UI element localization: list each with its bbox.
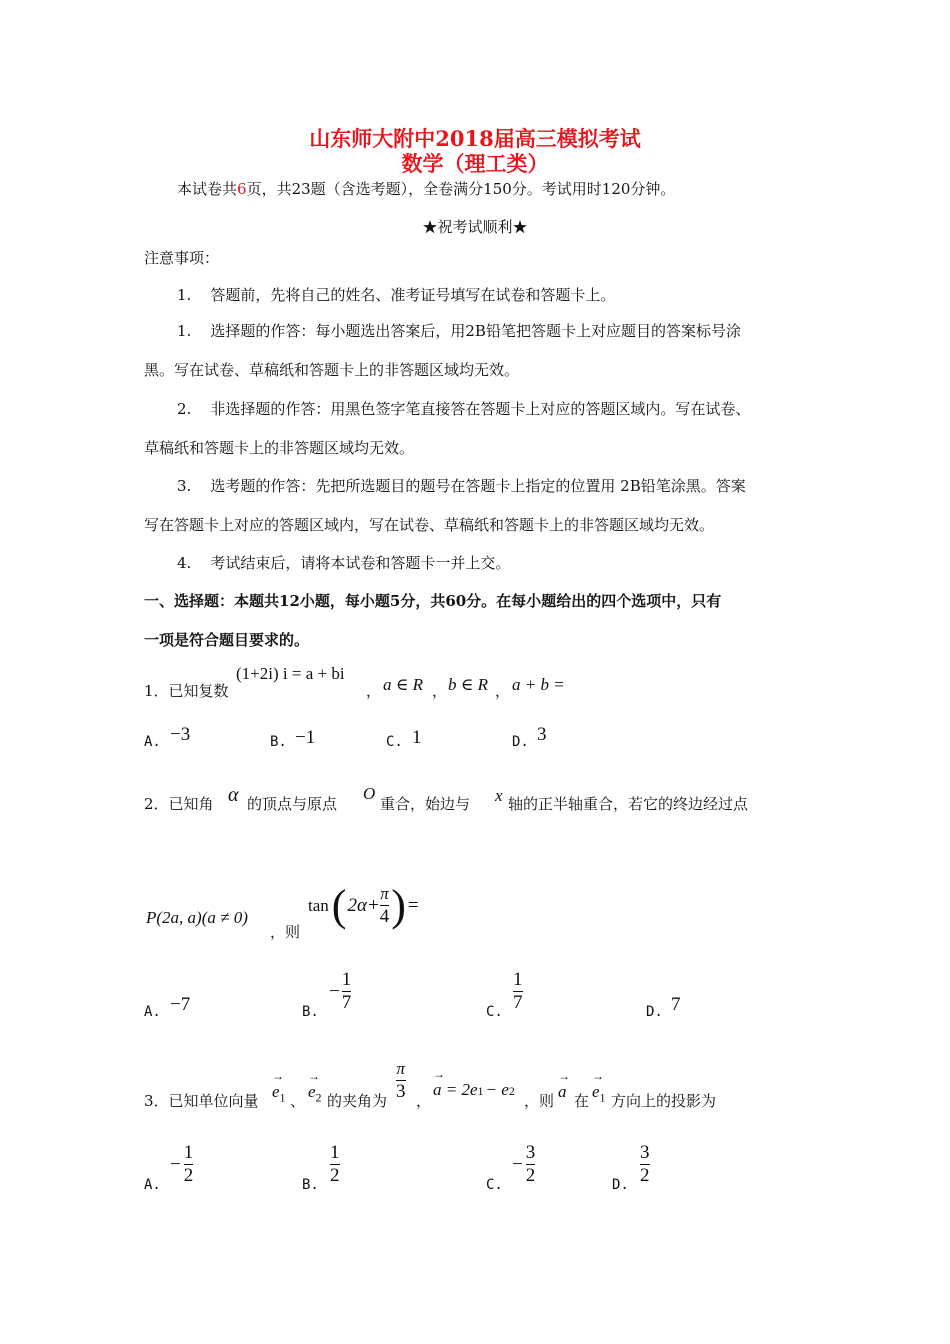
denominator: 3 [396,1081,406,1102]
numerator: 1 [341,969,352,990]
question-text: ，则 [524,1092,555,1110]
q2-origin: O [363,784,376,803]
subscript: 1 [599,1090,606,1105]
fraction [640,1142,650,1187]
q3-e1 [272,1082,286,1105]
note-text-continued: 黑。写在试卷、草稿纸和答题卡上的非答题区域均无效。 [144,361,520,379]
notes-heading: 注意事项： [144,249,220,267]
option-c [486,1004,503,1020]
separator: ， [366,682,382,700]
option-label: C. [486,1177,503,1193]
note-text-continued: 写在答题卡上对应的答题区域内，写在试卷、草稿纸和答题卡上的非答题区域均无效。 [144,516,715,534]
separator: ， [495,682,511,700]
note-item [177,475,746,496]
vector-e1: → e [592,1082,600,1102]
option-value: 3 [537,724,547,745]
denominator: 7 [341,992,352,1013]
note-text: 考试结束后，请将本试卷和答题卡一并上交。 [210,554,511,572]
denominator: 2 [640,1165,650,1186]
q2-tan-expression [308,880,419,930]
option-label: D. [512,734,529,750]
q3-a [558,1082,567,1102]
note-text: 非选择题的作答：用黑色签字笔直接答在答题卡上对应的答题区域内。写在试卷、 [210,400,751,418]
q2-x: x [495,786,503,805]
numerator: 3 [640,1142,650,1163]
question-text: ， [416,1092,432,1110]
exam-info-text-2: 页，共23题（含选考题），全卷满分150分。考试用时120分钟。 [246,180,676,198]
subscript: 2 [315,1090,322,1105]
question-1-stem [144,680,229,701]
question-text: 1．已知复数 [144,682,229,700]
option-a [144,1004,161,1020]
numerator: 3 [525,1142,536,1163]
q2-point: P(2a, a)(a ≠ 0) [146,908,248,927]
option-value-fraction [513,969,523,1014]
option-label: B. [270,734,287,750]
option-value-fraction [512,1142,535,1187]
note-text: 选择题的作答：每小题选出答案后，用2B铅笔把答题卡上对应题目的答案标号涂 [210,322,741,340]
section-heading: 一、选择题：本题共12小题，每小题5分，共60分。在每小题给出的四个选项中，只有 [144,592,722,610]
option-label: A. [144,1004,161,1020]
option-d [512,734,529,750]
numerator: π [396,1059,406,1078]
q1-condition-a: a ∈ R [383,675,423,694]
denominator: 2 [330,1165,340,1186]
fraction [342,969,352,1014]
fraction [184,1142,194,1187]
option-a [144,1177,161,1193]
note-text: 选考题的作答：先把所选题目的题号在答题卡上指定的位置用 2B铅笔涂黑。答案 [210,477,746,495]
note-item [177,552,510,573]
note-number: 1. [177,286,192,304]
note-number: 4. [177,554,192,572]
numerator: 1 [330,1142,340,1163]
numerator: 1 [183,1142,194,1163]
exam-info-text: 本试卷共 [177,180,238,198]
denominator: 2 [183,1165,194,1186]
q1-equation: (1+2i) i = a + bi [236,664,345,683]
q1-question: a + b = [512,675,565,694]
question-text: 的顶点与原点 [247,795,338,813]
option-value: 7 [671,994,681,1015]
question-text: 的夹角为 [327,1092,388,1110]
vector-a: → a = 2e [433,1080,478,1100]
question-text: 重合，始边与 [380,795,471,813]
subscript: 1 [477,1084,484,1098]
tan-arg: 2α+ [347,894,380,916]
question-2-stem [144,793,214,814]
vector-a: → a [558,1082,567,1102]
note-number: 1. [177,322,192,340]
minus-sign: − [170,1153,181,1175]
option-value-fraction [329,969,351,1014]
option-value: −3 [170,724,191,745]
vector-e2-term: − e [485,1080,509,1099]
option-label: D. [612,1177,629,1193]
option-value: −1 [295,727,316,748]
option-b [302,1177,319,1193]
note-number: 3. [177,477,192,495]
question-text: 方向上的投影为 [611,1092,717,1110]
option-value: 1 [412,727,422,748]
question-text: 在 [574,1092,590,1110]
question-text: ，则 [270,923,301,941]
note-item [177,398,750,419]
fraction [526,1142,536,1187]
option-value-fraction [640,1142,650,1187]
right-paren: ) [391,880,406,930]
option-label: C. [386,734,403,750]
option-value: −7 [170,994,191,1015]
option-label: A. [144,1177,161,1193]
subscript: 1 [279,1090,286,1105]
option-label: D. [646,1004,663,1020]
q3-e2 [308,1082,322,1105]
minus-sign: − [329,980,340,1002]
option-value-fraction [330,1142,340,1187]
note-text-continued: 草稿纸和答题卡上的非答题区域均无效。 [144,439,415,457]
note-item [177,320,741,341]
option-b [270,734,287,750]
left-paren: ( [331,880,347,930]
q3-e1-direction [592,1082,606,1105]
fraction [513,969,523,1014]
q3-vector-a-definition [433,1080,515,1100]
vector-e1: → e [272,1082,280,1102]
blessing: ★祝考试顺利★ [422,218,528,236]
option-a [144,734,161,750]
denominator: 4 [379,906,390,927]
question-text: 轴的正半轴重合，若它的终边经过点 [508,795,749,813]
fraction [330,1142,340,1187]
exam-subtitle: 数学（理工类） [401,151,549,176]
option-label: B. [302,1177,319,1193]
option-d [612,1177,629,1193]
minus-sign: − [512,1153,523,1175]
q2-alpha: α [228,784,239,806]
note-number: 2. [177,400,192,418]
subscript: 2 [508,1084,515,1098]
note-item [177,284,615,305]
denominator: 7 [513,992,523,1013]
fraction [396,1058,406,1103]
vector-e2: → e [308,1082,316,1102]
tan-label: tan [308,895,329,915]
denominator: 2 [525,1165,536,1186]
option-d [646,1004,663,1020]
option-c [486,1177,503,1193]
note-text: 答题前，先将自己的姓名、准考证号填写在试卷和答题卡上。 [210,286,616,304]
exam-info [177,178,675,199]
equals: = [407,894,419,916]
option-value-fraction [170,1142,193,1187]
q1-condition-b: b ∈ R [448,675,488,694]
question-text: 2．已知角 [144,795,214,813]
option-b [302,1004,319,1020]
exam-info-pages: 6 [237,180,247,198]
option-label: B. [302,1004,319,1020]
question-3-stem [144,1090,259,1111]
option-label: C. [486,1004,503,1020]
separator: ， [432,682,448,700]
question-text: 、 [290,1092,306,1110]
option-c [386,734,403,750]
section-heading-continued: 一项是符合题目要求的。 [144,631,310,649]
question-text: 3．已知单位向量 [144,1092,259,1110]
pi-over-4 [380,883,390,928]
exam-title: 山东师大附中2018届高三模拟考试 [309,126,641,151]
option-label: A. [144,734,161,750]
numerator: π [380,884,389,903]
numerator: 1 [513,969,523,990]
pi-over-3 [396,1058,406,1103]
